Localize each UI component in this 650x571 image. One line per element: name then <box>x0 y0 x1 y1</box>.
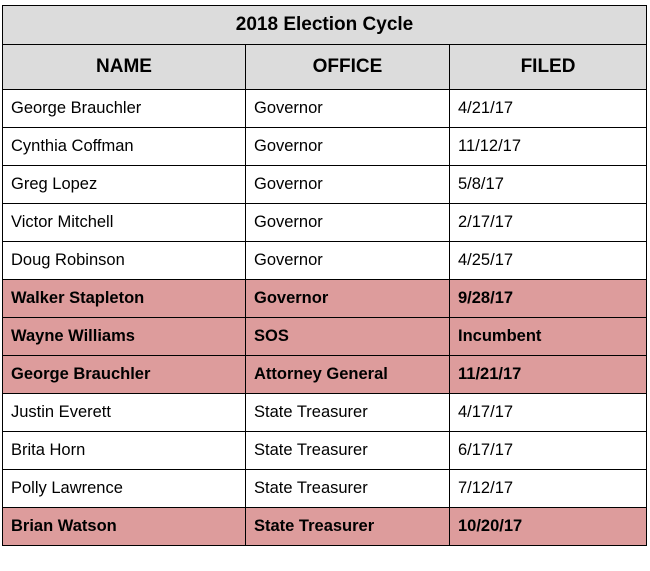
cell-office: SOS <box>246 318 450 356</box>
cell-name: George Brauchler <box>3 356 246 394</box>
table-title: 2018 Election Cycle <box>3 6 647 45</box>
cell-name: Justin Everett <box>3 394 246 432</box>
cell-filed: 11/21/17 <box>450 356 647 394</box>
cell-office: State Treasurer <box>246 470 450 508</box>
table-row <box>3 318 647 356</box>
cell-filed: 7/12/17 <box>450 470 647 508</box>
cell-office: Attorney General <box>246 356 450 394</box>
cell-name: Doug Robinson <box>3 242 246 280</box>
table-row <box>3 432 647 470</box>
cell-filed: 6/17/17 <box>450 432 647 470</box>
table-row <box>3 166 647 204</box>
cell-office: State Treasurer <box>246 508 450 546</box>
cell-office: Governor <box>246 242 450 280</box>
cell-filed: 5/8/17 <box>450 166 647 204</box>
table-row <box>3 242 647 280</box>
cell-office: Governor <box>246 128 450 166</box>
table-row <box>3 356 647 394</box>
table-row <box>3 508 647 546</box>
cell-name: Greg Lopez <box>3 166 246 204</box>
cell-office: Governor <box>246 280 450 318</box>
cell-office: State Treasurer <box>246 432 450 470</box>
cell-filed: 10/20/17 <box>450 508 647 546</box>
table-row <box>3 280 647 318</box>
column-header-filed: FILED <box>450 45 647 90</box>
election-table-container <box>2 5 646 546</box>
column-header-name: NAME <box>3 45 246 90</box>
column-header-office: OFFICE <box>246 45 450 90</box>
cell-filed: Incumbent <box>450 318 647 356</box>
cell-office: Governor <box>246 204 450 242</box>
cell-name: Polly Lawrence <box>3 470 246 508</box>
cell-office: Governor <box>246 90 450 128</box>
table-row <box>3 204 647 242</box>
cell-filed: 4/21/17 <box>450 90 647 128</box>
cell-filed: 4/25/17 <box>450 242 647 280</box>
cell-name: Brian Watson <box>3 508 246 546</box>
cell-name: Victor Mitchell <box>3 204 246 242</box>
table-body <box>3 90 647 546</box>
cell-office: Governor <box>246 166 450 204</box>
table-header-row <box>3 45 647 90</box>
cell-name: Cynthia Coffman <box>3 128 246 166</box>
cell-name: George Brauchler <box>3 90 246 128</box>
table-row <box>3 90 647 128</box>
cell-filed: 2/17/17 <box>450 204 647 242</box>
table-row <box>3 394 647 432</box>
table-title-row <box>3 6 647 45</box>
election-table <box>2 5 647 546</box>
cell-name: Brita Horn <box>3 432 246 470</box>
cell-name: Walker Stapleton <box>3 280 246 318</box>
cell-filed: 9/28/17 <box>450 280 647 318</box>
cell-name: Wayne Williams <box>3 318 246 356</box>
cell-office: State Treasurer <box>246 394 450 432</box>
cell-filed: 11/12/17 <box>450 128 647 166</box>
table-row <box>3 128 647 166</box>
cell-filed: 4/17/17 <box>450 394 647 432</box>
table-row <box>3 470 647 508</box>
